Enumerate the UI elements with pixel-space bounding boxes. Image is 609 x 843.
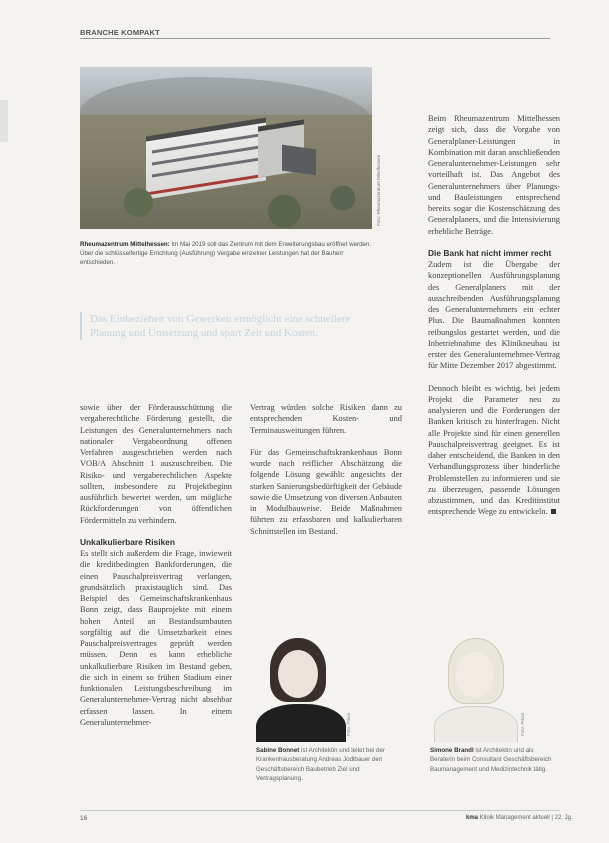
paragraph: Es stellt sich außerdem die Frage, inwieweit die kreditbedingten Bankforderungen, die einen Pauschalpreisvertrag verlangen, grundsätzlich praxistauglich sind. Das Beispiel des Gemeinschaftskrankenhaus Bonn zeigt, dass Bauprojekte mit einem hohen Anteil an Bestandsumbauten sorgfältig auf die Umsetzbarkeit eines Pauschalpreisvertrages geprüft werden müssen. Denn es kann erhebliche unkalkulierbare Risiken im Bestand geben, die sich in einem so frühen Stadium einer funktionalen Leistungsbeschreibung im Generalunternehmer-Vertrag nicht absehbar erfassen lassen. In einem Generalunternehmer- xyxy=(80,549,232,727)
section-label: BRANCHE KOMPAKT xyxy=(80,28,160,37)
portrait-credit: Foto: Privat xyxy=(346,712,351,736)
paragraph: Für das Gemeinschaftskrankenhaus Bonn wurde nach reiflicher Abschätzung die folgende Lösung gewählt: angesichts der starken Sanierungsbedürftigkeit der Gebäude sowie die Umsetzung von diversen Anbauten in Modulbauweise. Beide Maßnahmen führten zu erfassbaren und kalkulierbaren Schnittstellen im Bestand. xyxy=(250,447,402,536)
article-column-3 xyxy=(428,113,560,529)
photo-trees xyxy=(80,185,372,229)
building-photo xyxy=(80,67,372,229)
author-bio-text: ist Architektin und als Beraterin beim Consultant Geschäftsbereich Baumanagement und Medizintechnik tätig. xyxy=(430,747,552,773)
paragraph xyxy=(428,383,560,518)
article-column-1 xyxy=(80,402,232,739)
article-column-2 xyxy=(250,402,402,548)
issue-info: Klinik Management aktuell | 22. Jg. xyxy=(478,815,573,821)
author-portrait xyxy=(256,632,346,742)
magazine-name: kma xyxy=(466,815,479,821)
pull-quote: Das Einbeziehen von Gewerken ermöglicht eine schnellere Planung und Umsetzung und spart Zeit und Kosten. xyxy=(80,312,380,340)
subheading: Die Bank hat nicht immer recht xyxy=(428,247,552,258)
caption-text: Im Mai 2019 soll das Zentrum mit dem Erweiterungsbau eröffnet werden. Über die schlüsselfertige Errichtung (Ausführung) Vergabe einzelner Leistungen hat der Bauherr entschieden. xyxy=(80,241,372,267)
bottom-rule xyxy=(80,810,560,811)
paragraph: Zudem ist die Übergabe der konzeptionellen Ausführungsplanung des Generalplaners mit der ausschreibenden Ausführungsplanung des Generalunternehmers ein echter Plus. Die Baumaßnahmen konnten reibungslos gestartet werden, und die Inbetriebnahme des Klinikneubau ist erster des Generalunternehmer-Vertrag für Mitte Dezember 2017 abgestimmt. xyxy=(428,260,560,371)
top-rule xyxy=(80,38,550,39)
footer-issue xyxy=(466,815,573,821)
author-name: Sabine Bonnet xyxy=(256,747,300,754)
paragraph-text: Dennoch bleibt es wichtig, bei jedem Projekt die Parameter neu zu analysieren und die Forderungen der Banken kritisch zu hinterfragen. Nicht alle Projekte sind für einen generellen Pauschalpreisvertrag geeignet. Es ist daher entscheidend, die Banken in den Verhandlungsprozess über hinderliche Problemstellen zu informieren und sie zu überzeugen, passende Lösungen abzustimmen, und das Kreditinstitut entsprechende Wege zu entwickeln. xyxy=(428,383,560,517)
portrait-shoulders xyxy=(434,706,518,742)
photo-credit: Foto: Rheumazentrum Mittelhessen xyxy=(376,154,381,226)
author-bio-text: ist Architektin und leitet bei der Krankenhausberatung Andreas Jodlbauer den Geschäftsbereich Baubetrieb Ziel und Vertragsplanung. xyxy=(256,747,385,783)
paragraph: Vertrag würden solche Risiken dann zu entsprechenden Kosten- und Terminausweitungen führen. xyxy=(250,403,402,435)
margin-tab xyxy=(0,100,8,142)
portrait-face xyxy=(456,652,494,698)
author-name: Simone Brandl xyxy=(430,747,474,754)
page-number: 16 xyxy=(80,815,88,822)
author-bio xyxy=(430,746,560,774)
paragraph: Beim Rheumazentrum Mittelhessen zeigt sich, dass die Vorgabe von Generalplaner-Leistungen in Kombination mit daran anschließenden Generalunternehmer-Leistungen sehr vorteilhaft ist. Das Angebot des Generalunternehmers über Planungs- und Bauleistungen entsprechend bereits sogar die Kostenschätzung des Generalplaners, und die Intensivierung erhebliche Beträge. xyxy=(428,114,560,236)
photo-building-dark xyxy=(282,145,316,176)
photo-caption xyxy=(80,240,376,268)
end-of-article-mark xyxy=(551,509,556,514)
paragraph: sowie über der Förderausschüttung die vergaberechtliche Förderung gestellt, die Leistungen des Generalunternehmers nach nationaler Vergabeordnung offenen Verfahren ausgeschrieben werden nach VOB/A Abschnitt 1 auszuschreiben. Die Risiko- und vergaberechtlichen Aspekte sollten, insbesondere zu Projektbeginn ausführlich bewertet werden, um mögliche Rückforderungen von öffentlichen Fördermitteln zu verhindern. xyxy=(80,403,232,525)
portrait-shoulders xyxy=(256,704,346,742)
portrait-face xyxy=(278,650,318,698)
subheading: Unkalkulierbare Risiken xyxy=(80,536,175,547)
author-bio xyxy=(256,746,408,784)
portrait-credit: Foto: Privat xyxy=(520,712,525,736)
caption-title: Rheumazentrum Mittelhessen: xyxy=(80,241,170,248)
author-portrait xyxy=(430,632,520,742)
